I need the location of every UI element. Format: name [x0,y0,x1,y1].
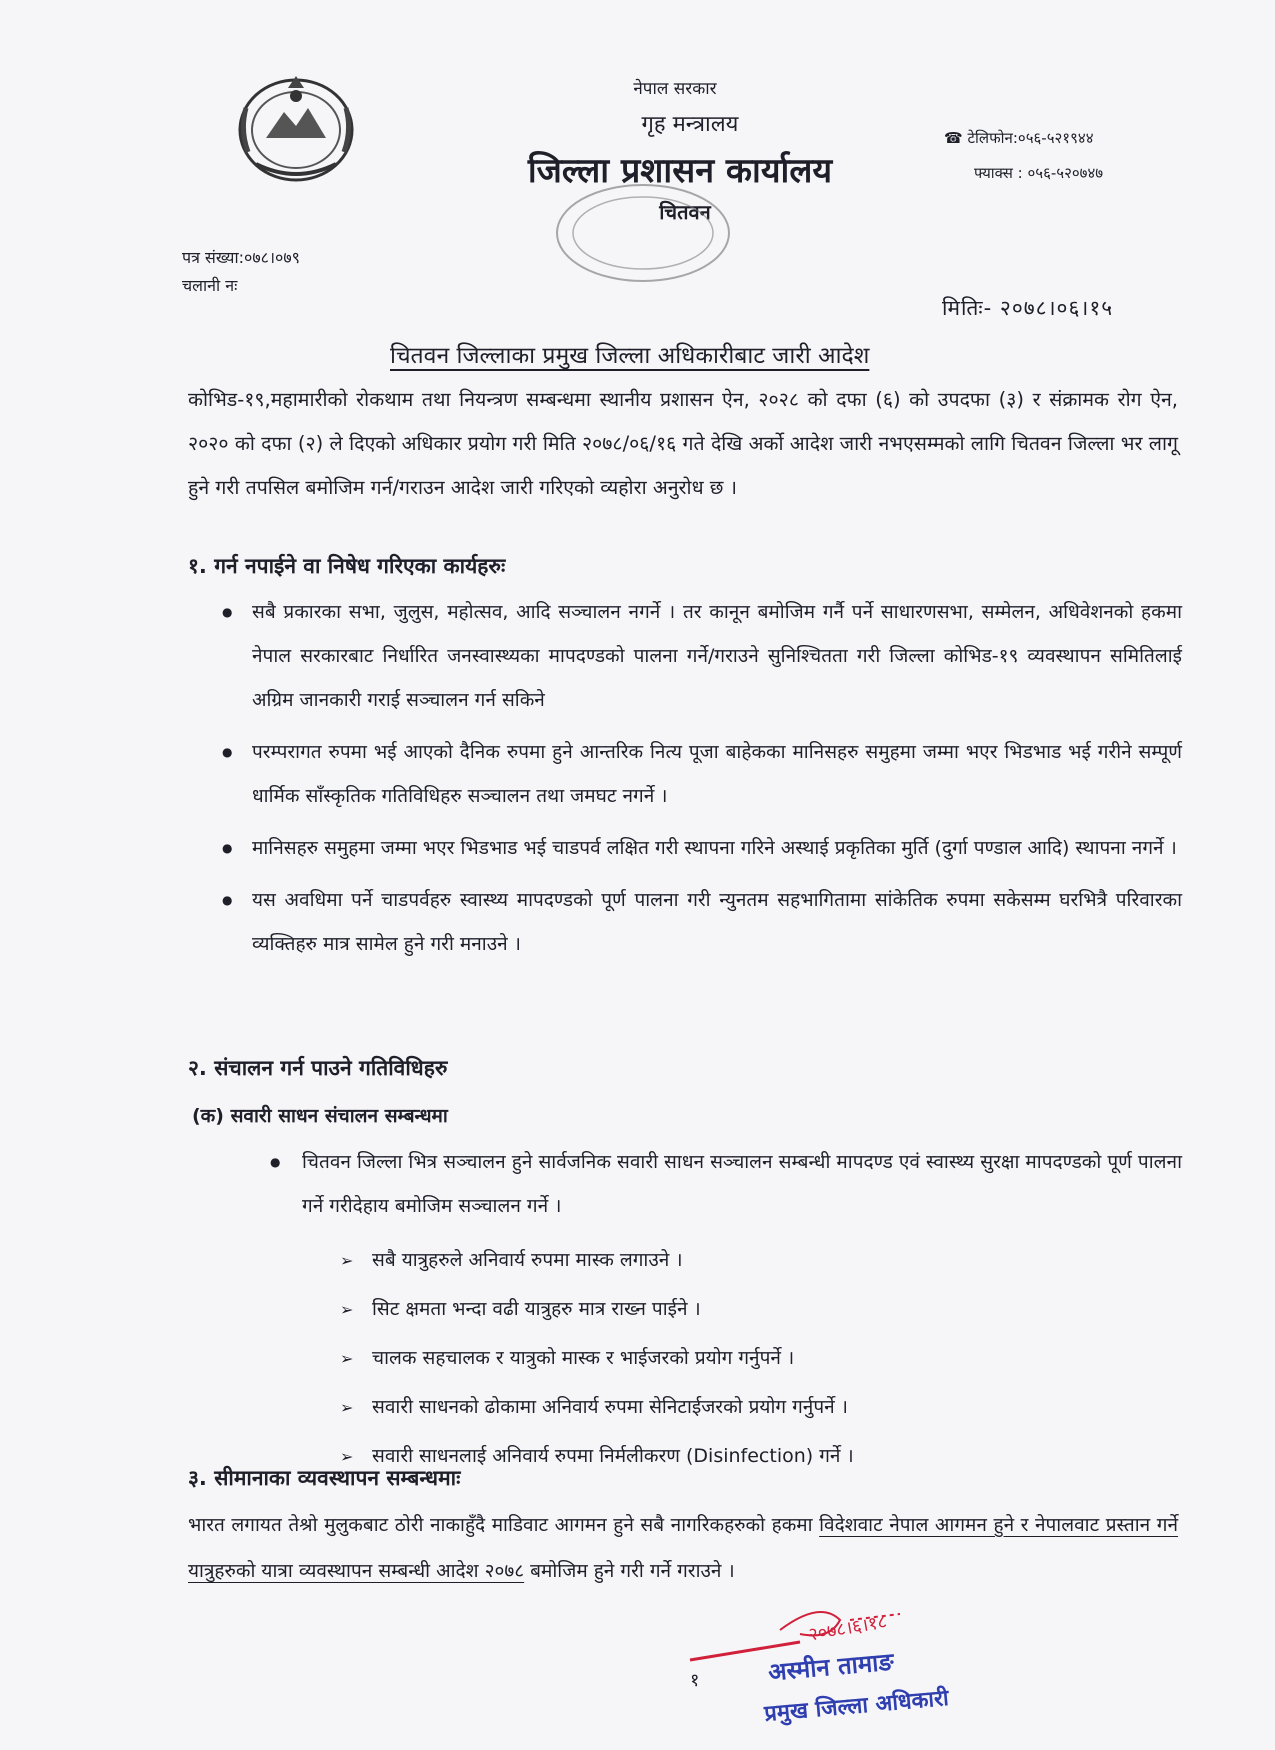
section2-heading: २. संचालन गर्न पाउने गतिविधिहरु [188,1056,448,1080]
list-item: ➢ सिट क्षमता भन्दा वढी यात्रुहरु मात्र राख्न पाईने । [340,1285,854,1334]
signature-date: २०७८।६।१८ [806,1611,889,1646]
arrow-icon: ➢ [340,1398,354,1417]
section1-heading: १. गर्न नपाईने वा निषेध गरिएका कार्यहरुः [188,554,506,578]
section2-subheading: (क) सवारी साधन संचालन सम्बन्धमा [192,1105,448,1127]
letter-date: मितिः- २०७८।०६।१५ [942,296,1114,320]
signer-name: अस्मीन तामाङ [767,1647,895,1687]
arrow-icon: ➢ [340,1447,354,1466]
section3-paragraph: भारत लगायत तेश्रो मुलुकबाट ठोरी नाकाहुँदै माडिवाट आगमन हुने सबै नागरिकहरुको हकमा विदेशवाट नेपाल आगमन हुने र नेपालवाट प्रस्तान गर्ने यात्रुहरुको यात्रा व्यवस्थापन सम्बन्धी आदेश २०७८ बमोजिम हुने गरी गर्ने गराउने । [188,1514,1179,1582]
document-title: चितवन जिल्लाका प्रमुख जिल्ला अधिकारीबाट जारी आदेश [390,343,870,369]
office-name: जिल्ला प्रशासन कार्यालय [527,151,833,191]
list-item: ● यस अवधिमा पर्ने चाडपर्वहरु स्वास्थ्य मापदण्डको पूर्ण पालना गरी न्युनतम सहभागितामा सांकेतिक रुपमा सकेसम्म घरभित्रै परिवारका व्यक्तिहरु मात्र सामेल हुने गरी मनाउने । [252,878,1182,966]
list-item: ● परम्परागत रुपमा भई आएको दैनिक रुपमा हुने आन्तरिक नित्य पूजा बाहेकका मानिसहरु समुहमा जम्मा भएर भिडभाड भई गरीने सम्पूर्ण धार्मिक साँस्कृतिक गतिविधिहरु सञ्चालन तथा जमघट नगर्ने । [252,730,1182,818]
ministry-name: गृह मन्त्रालय [641,112,739,137]
dispatch-number: चलानी नः [182,276,238,295]
gov-name: नेपाल सरकार [633,79,717,99]
office-stamp-icon [548,178,738,288]
section3-heading: ३. सीमानाका व्यवस्थापन सम्बन्धमाः [188,1466,461,1490]
intro-paragraph: कोभिड-१९,महामारीको रोकथाम तथा नियन्त्रण सम्बन्धमा स्थानीय प्रशासन ऐन, २०२८ को दफा (६) को उपदफा (३) र संक्रामक रोग ऐन, २०२० को दफा (२) ले दिएको अधिकार प्रयोग गरी मिति २०७८/०६/१६ गते देखि अर्को आदेश जारी नभएसम्मको लागि चितवन जिल्ला भर लागू हुने गरी तपसिल बमोजिम गर्न/गराउन आदेश जारी गरिएको व्यहोरा अनुरोध छ । [188,388,1178,499]
list-item: ● मानिसहरु समुहमा जम्मा भएर भिडभाड भई चाडपर्व लक्षित गरी स्थापना गरिने अस्थाई प्रकृतिका मुर्ति (दुर्गा पण्डाल आदि) स्थापना नगर्ने । [252,826,1182,870]
section2-points [340,1236,854,1481]
arrow-icon: ➢ [340,1300,354,1319]
nepal-emblem-icon [226,68,366,188]
list-item: ➢ सवारी साधनको ढोकामा अनिवार्य रुपमा सेनिटाईजरको प्रयोग गर्नुपर्ने । [340,1383,854,1432]
list-item: ➢ सवारी साधनलाई अनिवार्य रुपमा निर्मलीकरण (Disinfection) गर्ने । [340,1432,854,1481]
page-number: १ [690,1670,700,1691]
list-item: ➢ चालक सहचालक र यात्रुको मास्क र भाईजरको प्रयोग गर्नुपर्ने । [340,1334,854,1383]
section2-list [302,1140,1182,1228]
arrow-icon: ➢ [340,1251,354,1270]
district-name: चितवन [659,200,711,224]
list-item: ● सबै प्रकारका सभा, जुलुस, महोत्सव, आदि सञ्चालन नगर्ने । तर कानून बमोजिम गर्नै पर्ने साधारणसभा, सम्मेलन, अधिवेशनको हकमा नेपाल सरकारबाट निर्धारित जनस्वास्थ्यका मापदण्डको पालना गर्ने/गराउने सुनिश्चितता गरी जिल्ला कोभिड-१९ व्यवस्थापन समितिलाई अग्रिम जानकारी गराई सञ्चालन गर्न सकिने [252,590,1182,722]
signer-title: प्रमुख जिल्ला अधिकारी [763,1685,950,1728]
phone-number: ☎ टेलिफोन:०५६-५२१९४४ [944,129,1094,147]
fax-number: फ्याक्स : ०५६-५२०७४७ [974,164,1104,182]
letter-number: पत्र संख्या:०७८।०७९ [182,248,300,267]
list-item: ● चितवन जिल्ला भित्र सञ्चालन हुने सार्वजनिक सवारी साधन सञ्चालन सम्बन्धी मापदण्ड एवं स्वास्थ्य सुरक्षा मापदण्डको पूर्ण पालना गर्ने गरीदेहाय बमोजिम सञ्चालन गर्ने । [302,1140,1182,1228]
list-item: ➢ सबै यात्रुहरुले अनिवार्य रुपमा मास्क लगाउने । [340,1236,854,1285]
section1-list [252,590,1182,974]
arrow-icon: ➢ [340,1349,354,1368]
referenced-order: विदेशवाट नेपाल आगमन हुने र नेपालवाट प्रस्तान गर्ने यात्रुहरुको यात्रा व्यवस्थापन सम्बन्धी आदेश २०७८ [188,1514,1179,1582]
